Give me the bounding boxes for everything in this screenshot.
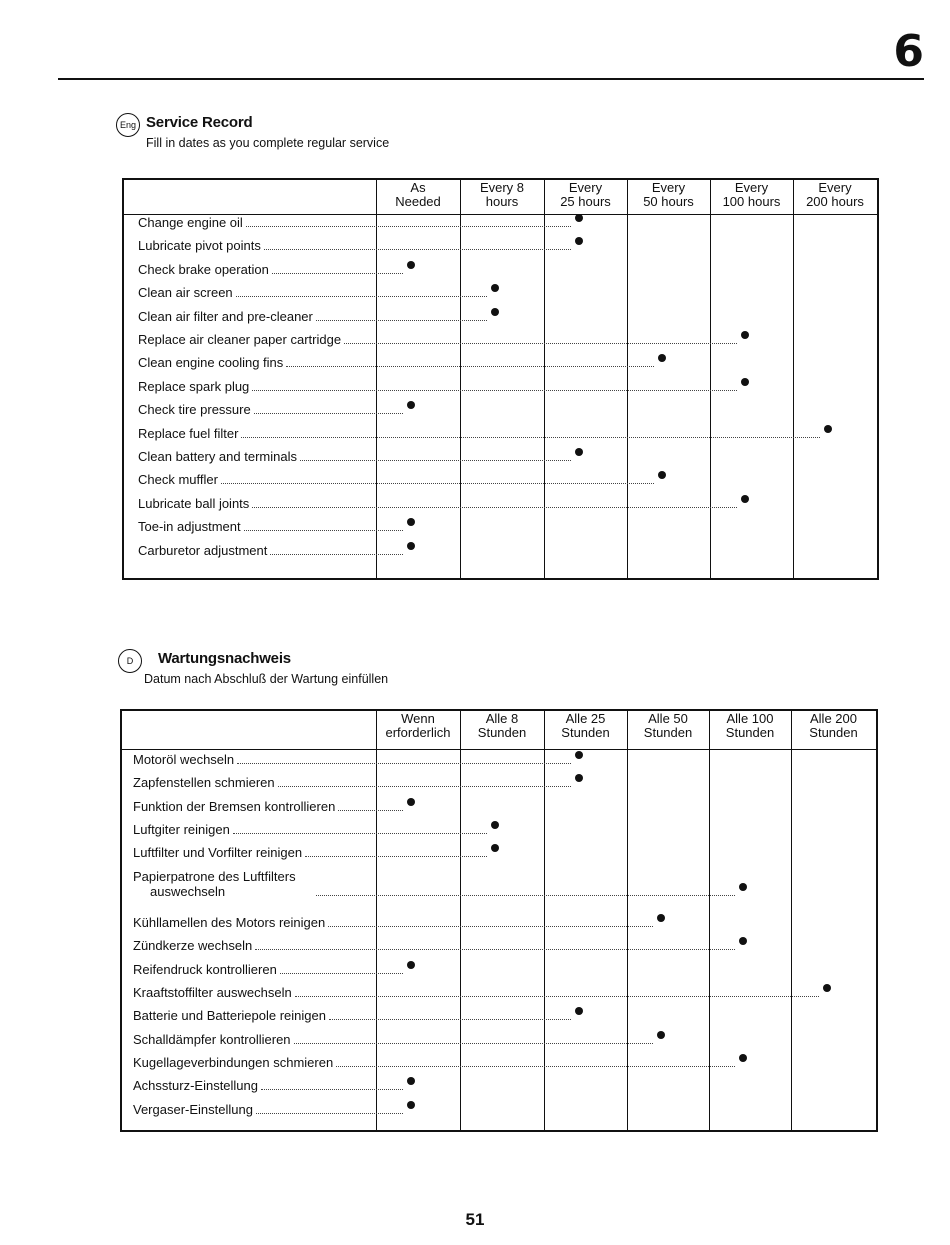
column-header (627, 181, 710, 209)
interval-marker (491, 284, 499, 292)
row-leader-dots (270, 554, 403, 555)
row-leader-dots (252, 507, 737, 508)
row-leader-dots (280, 973, 403, 974)
task-label (133, 985, 292, 1000)
column-divider (544, 711, 545, 1130)
task-label-line: Clean engine cooling fins (138, 355, 284, 371)
task-label-line: Replace spark plug (138, 378, 250, 394)
task-label-line: Zündkerze wechseln (133, 938, 253, 954)
task-label (133, 752, 234, 767)
task-label (138, 215, 243, 230)
row-leader-dots (246, 226, 571, 227)
row-leader-dots (328, 926, 653, 927)
task-label-line: Papierpatrone des Luftfilters (133, 868, 296, 884)
column-header-line: Stunden (809, 725, 858, 740)
row-leader-dots (244, 530, 403, 531)
task-label-line: Kraaftstoffilter auswechseln (133, 985, 292, 1000)
task-label-line: Check muffler (138, 472, 218, 488)
column-header (460, 181, 544, 209)
row-leader-dots (221, 483, 654, 484)
page-number: 51 (465, 1210, 485, 1229)
row-leader-dots (300, 460, 571, 461)
column-header (793, 181, 877, 209)
interval-marker (407, 518, 415, 526)
interval-marker (575, 214, 583, 222)
row-leader-dots (254, 413, 403, 414)
column-header-line: Stunden (561, 725, 610, 740)
row-leader-dots (237, 763, 571, 764)
section-title: Wartungsnachweis (158, 650, 291, 667)
task-label (133, 775, 275, 790)
task-label-line: Motoröl wechseln (133, 752, 235, 767)
row-leader-dots (294, 1043, 653, 1044)
task-label-line: Clean air screen (138, 285, 233, 301)
task-label-line: auswechseln (150, 883, 226, 899)
column-header (544, 181, 627, 209)
task-label (138, 379, 249, 394)
interval-marker (575, 774, 583, 782)
column-header (376, 181, 460, 209)
task-label (138, 426, 238, 441)
column-divider (460, 711, 461, 1130)
task-label-line: Lubricate ball joints (138, 495, 250, 511)
row-leader-dots (241, 437, 820, 438)
task-label-line: Lubricate pivot points (138, 238, 261, 254)
task-label (133, 1008, 326, 1023)
row-leader-dots (316, 320, 487, 321)
language-badge-icon: D (118, 649, 142, 673)
column-header-line: Every 8 (479, 180, 525, 195)
column-header (544, 712, 627, 740)
task-label (138, 238, 261, 253)
interval-marker (491, 844, 499, 852)
chapter-number: 6 (893, 26, 924, 77)
column-divider (793, 180, 794, 578)
task-label-line: Reifendruck kontrollieren (133, 961, 277, 977)
column-header (376, 712, 460, 740)
column-header-line: 200 hours (806, 194, 864, 209)
service-table (122, 178, 879, 580)
interval-marker (575, 1007, 583, 1015)
task-label-line: Clean air filter and pre-cleaner (138, 308, 313, 324)
row-leader-dots (252, 390, 737, 391)
row-leader-dots (329, 1019, 571, 1020)
column-header-line: Alle 100 (726, 711, 774, 726)
row-leader-dots (278, 786, 571, 787)
column-divider (460, 180, 461, 578)
row-leader-dots (338, 810, 403, 811)
row-leader-dots (305, 856, 487, 857)
task-label (133, 845, 302, 860)
section-subtitle: Datum nach Abschluß der Wartung einfüllen (144, 672, 389, 686)
task-label (133, 1055, 333, 1070)
column-header-line: 25 hours (560, 194, 611, 209)
task-label (133, 869, 296, 899)
header-divider (122, 749, 876, 750)
row-leader-dots (316, 895, 735, 896)
column-header-line: Every (818, 180, 852, 195)
column-header-line: Needed (395, 194, 441, 209)
task-label-line: Luftfilter und Vorfilter reinigen (133, 845, 303, 861)
row-leader-dots (255, 949, 735, 950)
service-table (120, 709, 878, 1132)
interval-marker (657, 914, 665, 922)
task-label (138, 519, 241, 534)
interval-marker (741, 378, 749, 386)
task-label (138, 355, 283, 370)
task-label-line: Kugellageverbindungen schmieren (133, 1054, 334, 1070)
column-divider (627, 711, 628, 1130)
interval-marker (407, 261, 415, 269)
interval-marker (575, 751, 583, 759)
task-label (138, 449, 297, 464)
column-header-line: Alle 200 (810, 711, 857, 726)
task-label-line: Change engine oil (138, 215, 243, 230)
interval-marker (407, 1101, 415, 1109)
task-label-line: Check tire pressure (138, 402, 251, 418)
section-subtitle: Fill in dates as you complete regular service (146, 136, 390, 150)
task-label (138, 402, 251, 417)
interval-marker (658, 354, 666, 362)
row-leader-dots (286, 366, 654, 367)
column-header-line: Alle 25 (565, 711, 606, 726)
interval-marker (407, 542, 415, 550)
interval-marker (491, 308, 499, 316)
column-header-line: Alle 50 (648, 711, 688, 726)
column-header-line: Every (651, 180, 686, 195)
task-label-line: Luftgiter reinigen (133, 821, 230, 837)
row-leader-dots (272, 273, 403, 274)
task-label-line: Achssturz-Einstellung (133, 1078, 258, 1094)
task-label-line: Carburetor adjustment (138, 542, 268, 558)
row-leader-dots (336, 1066, 735, 1067)
task-label (138, 262, 269, 277)
interval-marker (823, 984, 831, 992)
language-badge-icon: Eng (116, 113, 140, 137)
task-label (133, 1102, 253, 1117)
column-header (460, 712, 544, 740)
row-leader-dots (344, 343, 737, 344)
interval-marker (491, 821, 499, 829)
column-header-line: Stunden (477, 725, 527, 740)
task-label (133, 962, 277, 977)
interval-marker (741, 495, 749, 503)
column-header (709, 712, 791, 740)
column-header-line: Every (568, 180, 603, 195)
interval-marker (658, 471, 666, 479)
task-label-line: Funktion der Bremsen kontrollieren (133, 798, 336, 814)
task-label-line: Check brake operation (138, 261, 269, 277)
interval-marker (407, 798, 415, 806)
column-header-line: hours (485, 194, 519, 209)
interval-marker (407, 1077, 415, 1085)
task-label-line: Schalldämpfer kontrollieren (133, 1031, 291, 1047)
column-header (791, 712, 876, 740)
column-divider (791, 711, 792, 1130)
column-header-line: As (410, 180, 426, 195)
interval-marker (739, 883, 747, 891)
interval-marker (407, 961, 415, 969)
task-label (133, 1078, 258, 1093)
task-label (133, 799, 335, 814)
interval-marker (575, 448, 583, 456)
task-label-line: Kühllamellen des Motors reinigen (133, 915, 326, 931)
task-label (138, 309, 313, 324)
column-header (627, 712, 709, 740)
row-leader-dots (256, 1113, 403, 1114)
task-label (138, 332, 341, 347)
header-rule (58, 78, 924, 80)
column-divider (627, 180, 628, 578)
row-leader-dots (233, 833, 487, 834)
column-header-line: Wenn (401, 711, 435, 726)
task-label (138, 285, 233, 300)
column-divider (376, 180, 377, 578)
interval-marker (741, 331, 749, 339)
task-label (133, 822, 230, 837)
task-label (138, 496, 249, 511)
task-label (133, 938, 252, 953)
interval-marker (824, 425, 832, 433)
column-header-line: Stunden (643, 725, 693, 740)
row-leader-dots (236, 296, 487, 297)
column-header-line: erforderlich (385, 725, 451, 740)
column-divider (710, 180, 711, 578)
column-header-line: 50 hours (643, 194, 694, 209)
task-label-line: Vergaser-Einstellung (133, 1101, 253, 1117)
row-leader-dots (261, 1089, 403, 1090)
task-label (138, 472, 218, 487)
column-divider (709, 711, 710, 1130)
interval-marker (739, 1054, 747, 1062)
row-leader-dots (264, 249, 571, 250)
column-header-line: Alle 8 (485, 711, 519, 726)
interval-marker (575, 237, 583, 245)
task-label-line: Batterie und Batteriepole reinigen (133, 1008, 326, 1024)
interval-marker (739, 937, 747, 945)
task-label-line: Replace air cleaner paper cartridge (138, 332, 342, 347)
column-header-line: Stunden (725, 725, 775, 740)
task-label (133, 915, 325, 930)
column-header (710, 181, 793, 209)
task-label (138, 543, 267, 558)
task-label-line: Zapfenstellen schmieren (133, 775, 275, 791)
task-label-line: Replace fuel filter (138, 425, 239, 441)
task-label-line: Toe-in adjustment (138, 519, 241, 535)
section-title: Service Record (146, 114, 253, 131)
row-leader-dots (295, 996, 819, 997)
interval-marker (657, 1031, 665, 1039)
interval-marker (407, 401, 415, 409)
column-divider (544, 180, 545, 578)
task-label (133, 1032, 291, 1047)
column-header-line: 100 hours (722, 194, 781, 209)
task-label-line: Clean battery and terminals (138, 449, 297, 464)
column-header-line: Every (734, 180, 769, 195)
column-divider (376, 711, 377, 1130)
